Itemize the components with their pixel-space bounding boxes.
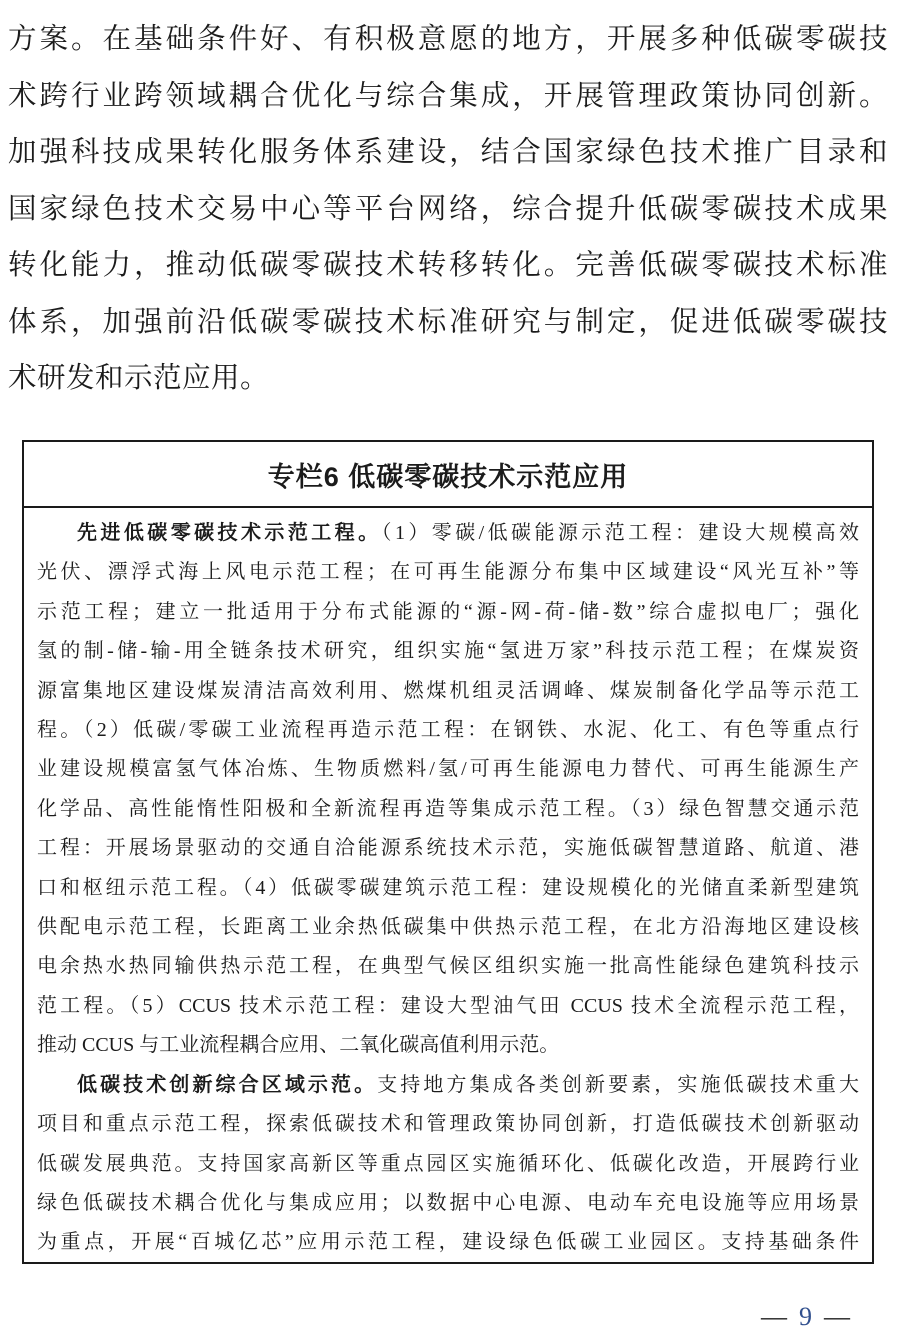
column-box	[22, 440, 874, 1264]
page-number-value: 9	[799, 1302, 814, 1331]
text-line: 低碳发展典范。支持国家高新区等重点园区实施循环化、低碳化改造，开展跨行业	[37, 1152, 859, 1175]
paragraph-lead: 低碳技术创新综合区域示范。	[77, 1073, 378, 1096]
text-line: 源富集地区建设煤炭清洁高效利用、燃煤机组灵活调峰、煤炭制备化学品等示范工	[37, 679, 859, 702]
text-line: 加强科技成果转化服务体系建设，结合国家绿色技术推广目录和	[8, 137, 888, 168]
text-line: 口和枢纽示范工程。（4）低碳零碳建筑示范工程：建设规模化的光储直柔新型建筑	[37, 876, 859, 899]
column-box-body	[24, 508, 872, 1263]
page-number	[761, 1302, 852, 1332]
text-line: 体系，加强前沿低碳零碳技术标准研究与制定，促进低碳零碳技	[8, 306, 888, 338]
text-line: 氢的制-储-输-用全链条技术研究，组织实施“氢进万家”科技示范工程；在煤炭资	[37, 640, 859, 663]
text-line: 供配电示范工程，长距离工业余热低碳集中供热示范工程，在北方沿海地区建设核	[37, 916, 859, 939]
text-line	[37, 514, 859, 553]
text-line: 转化能力，推动低碳零碳技术转移转化。完善低碳零碳技术标准	[8, 250, 888, 281]
column-box-title: 专栏6 低碳零碳技术示范应用	[24, 442, 872, 508]
text-line: 示范工程；建立一批适用于分布式能源的“源-网-荷-储-数”综合虚拟电厂；强化	[37, 600, 859, 623]
text-line: 业建设规模富氢气体冶炼、生物质燃料/氢/可再生能源电力替代、可再生能源生产	[37, 758, 859, 781]
page-number-dash: —	[824, 1302, 852, 1331]
text-line: 光伏、漂浮式海上风电示范工程；在可再生能源分布集中区域建设“风光互补”等	[37, 561, 859, 584]
text-line: 范工程。（5）CCUS 技术示范工程：建设大型油气田 CCUS 技术全流程示范工程，	[37, 994, 859, 1017]
text-line	[37, 1066, 859, 1105]
text-line: 项目和重点示范工程，探索低碳技术和管理政策协同创新，打造低碳技术创新驱动	[37, 1113, 859, 1136]
text-line: 术跨行业跨领域耦合优化与综合集成，开展管理政策协同创新。	[8, 80, 888, 112]
text-segment: 支持地方集成各类创新要素，实施低碳技术重大	[377, 1073, 860, 1096]
text-line: 为重点，开展“百城亿芯”应用示范工程，建设绿色低碳工业园区。支持基础条件	[37, 1231, 859, 1254]
text-line: 工程：开展场景驱动的交通自洽能源系统技术示范，实施低碳智慧道路、航道、港	[37, 837, 859, 860]
text-line: 电余热水热同输供热示范工程，在典型气候区组织实施一批高性能绿色建筑科技示	[37, 955, 859, 978]
text-line: 术研发和示范应用。	[8, 363, 270, 394]
text-line: 绿色低碳技术耦合优化与集成应用；以数据中心电源、电动车充电设施等应用场景	[37, 1191, 859, 1214]
text-line: 化学品、高性能惰性阳极和全新流程再造等集成示范工程。（3）绿色智慧交通示范	[37, 797, 859, 820]
text-line: 推动 CCUS 与工业流程耦合应用、二氧化碳高值利用示范。	[37, 1034, 560, 1057]
text-line: 方案。在基础条件好、有积极意愿的地方，开展多种低碳零碳技	[8, 24, 888, 55]
paragraph-lead: 先进低碳零碳技术示范工程。	[77, 522, 382, 544]
main-paragraph	[8, 12, 888, 408]
text-line: 国家绿色技术交易中心等平台网络，综合提升低碳零碳技术成果	[8, 193, 888, 225]
text-segment: （1）零碳/低碳能源示范工程：建设大规模高效	[381, 522, 860, 544]
text-line: 程。（2）低碳/零碳工业流程再造示范工程：在钢铁、水泥、化工、有色等重点行	[37, 719, 859, 742]
page-number-dash: —	[761, 1302, 789, 1331]
